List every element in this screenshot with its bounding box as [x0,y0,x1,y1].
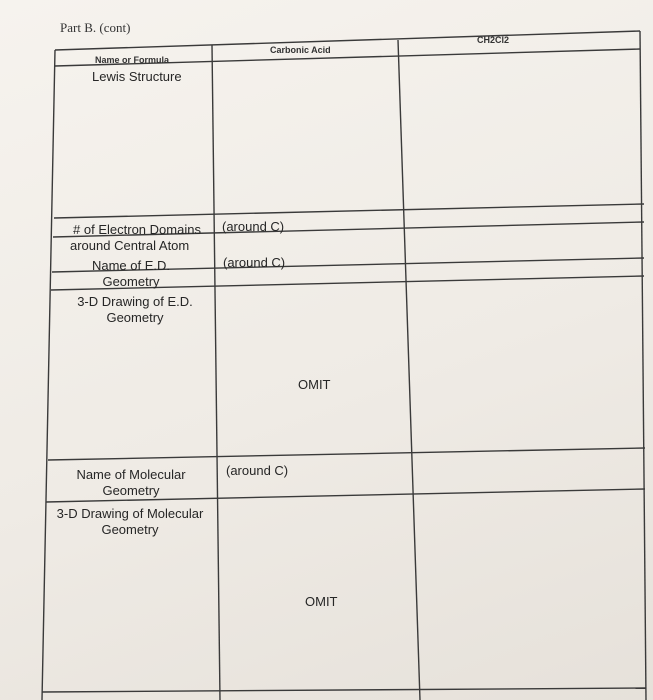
label-line: Name of E.D. [91,258,171,273]
row-divider-1 [54,204,644,218]
header-carbonic-acid: Carbonic Acid [270,45,331,55]
label-line: # of Electron Domains [73,222,201,237]
label-line: Geometry [102,483,160,498]
omit-molecular-drawing: OMIT [305,594,338,609]
column-divider-2 [398,40,420,700]
row-label-electron-domains [62,222,212,254]
column-divider-1 [212,45,220,700]
note-molecular-geometry: (around C) [226,463,289,478]
label-line: Geometry [101,522,159,537]
note-electron-domains: (around C) [222,219,285,234]
label-line: 3-D Drawing of E.D. [77,294,193,309]
row-label-ed-geometry [56,258,206,290]
table-top-border [55,31,640,50]
page-title: Part B. (cont) [60,20,131,35]
row-label-ed-drawing [60,294,210,326]
label-line: Name of Molecular [76,467,186,482]
omit-ed-drawing: OMIT [298,377,331,392]
header-name-or-formula: Name or Formula [95,55,170,65]
row-label-lewis-structure: Lewis Structure [92,69,182,84]
header-ch2cl2: CH2Cl2 [477,35,510,45]
note-ed-geometry: (around C) [223,255,286,270]
row-divider-5 [48,448,645,460]
table-right-border [640,31,646,700]
label-line: Geometry [102,274,160,289]
row-divider-7 [42,688,646,692]
label-line: Geometry [106,310,164,325]
row-label-molecular-geometry [56,467,206,499]
label-line: 3-D Drawing of Molecular [56,506,204,521]
label-line: around Central Atom [70,238,190,253]
row-label-molecular-drawing [44,506,216,538]
table-left-border [42,50,55,700]
